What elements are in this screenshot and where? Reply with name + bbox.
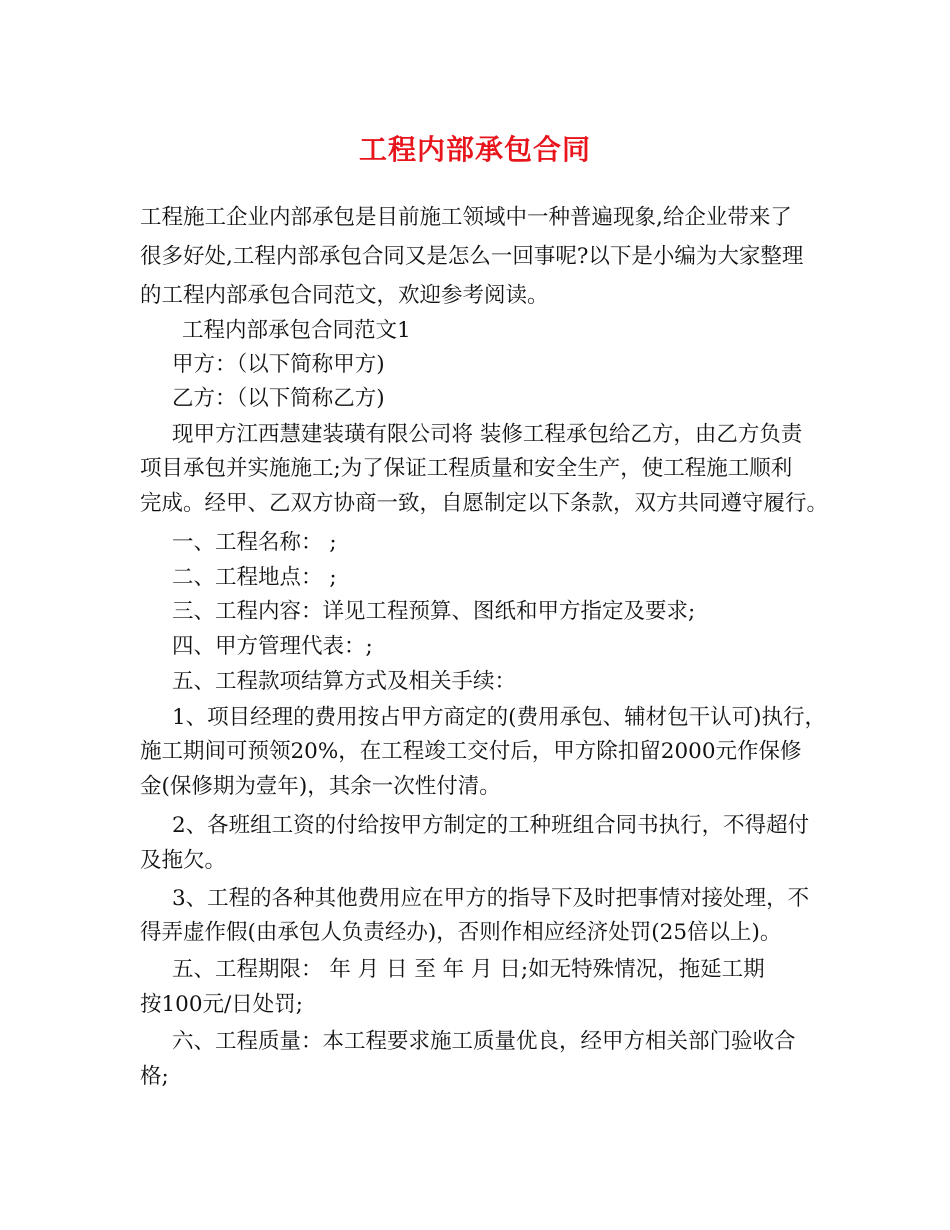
paragraph-line: 很多好处,工程内部承包合同又是怎么一回事呢?以下是小编为大家整理 [140, 244, 804, 269]
section-heading: 工程内部承包合同范文1 [182, 318, 411, 343]
paragraph-line: 的工程内部承包合同范文，欢迎参考阅读。 [140, 283, 549, 308]
clause-line: 一、工程名称： ; [172, 530, 337, 555]
paragraph-line: 施工期间可预领20%，在工程竣工交付后，甲方除扣留2000元作保修 [140, 739, 802, 764]
paragraph-line: 3、工程的各种其他费用应在甲方的指导下及时把事情对接处理，不 [172, 886, 810, 911]
paragraph-line: 甲方：（以下简称甲方) [172, 352, 385, 377]
clause-line: 五、工程款项结算方式及相关手续： [172, 669, 517, 694]
paragraph-line: 得弄虚作假(由承包人负责经办)，否则作相应经济处罚(25倍以上)。 [140, 920, 782, 945]
paragraph-line: 完成。经甲、乙双方协商一致，自愿制定以下条款，双方共同遵守履行。 [140, 491, 829, 516]
paragraph-line: 金(保修期为壹年)，其余一次性付清。 [140, 774, 501, 799]
clause-line: 五、工程期限： 年 月 日 至 年 月 日;如无特殊情况，拖延工期 [172, 957, 765, 982]
clause-line: 四、甲方管理代表：; [172, 634, 373, 659]
document-title: 工程内部承包合同 [358, 133, 591, 166]
paragraph-line: 及拖欠。 [140, 848, 227, 873]
paragraph-line: 格; [140, 1064, 169, 1089]
clause-line: 三、工程内容：详见工程预算、图纸和甲方指定及要求; [172, 599, 696, 624]
clause-line: 二、工程地点： ; [172, 565, 337, 590]
paragraph-line: 项目承包并实施施工;为了保证工程质量和安全生产，使工程施工顺利 [140, 456, 793, 481]
paragraph-line: 现甲方江西慧建装璜有限公司将 装修工程承包给乙方，由乙方负责 [172, 422, 803, 447]
paragraph-line: 工程施工企业内部承包是目前施工领域中一种普遍现象,给企业带来了 [140, 205, 792, 230]
paragraph-line: 按100元/日处罚; [140, 992, 304, 1017]
clause-line: 六、工程质量：本工程要求施工质量优良，经甲方相关部门验收合 [172, 1029, 796, 1054]
paragraph-line: 2、各班组工资的付给按甲方制定的工种班组合同书执行，不得超付 [172, 813, 810, 838]
paragraph-line: 乙方：（以下简称乙方) [172, 386, 385, 411]
paragraph-line: 1、项目经理的费用按占甲方商定的(费用承包、辅材包干认可)执行， [172, 705, 826, 730]
